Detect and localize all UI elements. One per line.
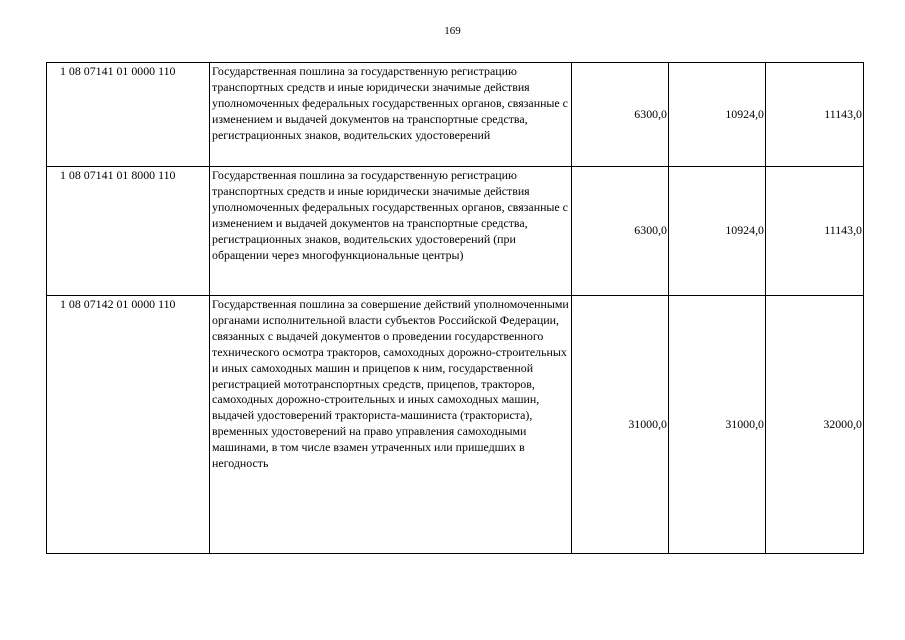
page-number: 169 bbox=[444, 25, 461, 37]
value-cell-2: 10924,0 bbox=[669, 167, 766, 296]
value-cell-2: 10924,0 bbox=[669, 63, 766, 167]
value-cell-3: 11143,0 bbox=[766, 167, 864, 296]
revenue-code-cell: 1 08 07141 01 8000 110 bbox=[47, 167, 210, 296]
table-row bbox=[47, 167, 864, 296]
revenue-name-cell: Государственная пошлина за государственную регистрацию транспортных средств и иные юридически значимые действия уполномоченных федеральных государственных органов, связанные с изменением и выдачей документов на транспортные средства, регистрационных знаков, водительских удостоверений bbox=[210, 63, 572, 167]
revenue-code-cell: 1 08 07141 01 0000 110 bbox=[47, 63, 210, 167]
value-cell-1: 6300,0 bbox=[572, 63, 669, 167]
value-cell-2: 31000,0 bbox=[669, 296, 766, 554]
value-cell-3: 11143,0 bbox=[766, 63, 864, 167]
value-cell-3: 32000,0 bbox=[766, 296, 864, 554]
value-cell-1: 6300,0 bbox=[572, 167, 669, 296]
revenue-name-cell: Государственная пошлина за совершение действий уполномоченными органами исполнительной власти субъектов Российской Федерации, связанных с выдачей документов о проведении государственного технического осмотра тракторов, самоходных дорожно-строительных и иных самоходных машин и прицепов к ним, государственной регистрацией мототранспортных средств, прицепов, тракторов, самоходных дорожно-строительных и иных самоходных машин, выдачей удостоверений тракториста-машиниста (тракториста), временных удостоверений на право управления самоходными машинами, в том числе взамен утраченных или пришедших в негодность bbox=[210, 296, 572, 554]
revenue-table bbox=[46, 62, 864, 554]
value-cell-1: 31000,0 bbox=[572, 296, 669, 554]
revenue-name-cell: Государственная пошлина за государственную регистрацию транспортных средств и иные юридически значимые действия уполномоченных федеральных государственных органов, связанные с изменением и выдачей документов на транспортные средства, регистрационных знаков, водительских удостоверений (при обращении через многофункциональные центры) bbox=[210, 167, 572, 296]
table-row bbox=[47, 63, 864, 167]
table-row bbox=[47, 296, 864, 554]
revenue-code-cell: 1 08 07142 01 0000 110 bbox=[47, 296, 210, 554]
